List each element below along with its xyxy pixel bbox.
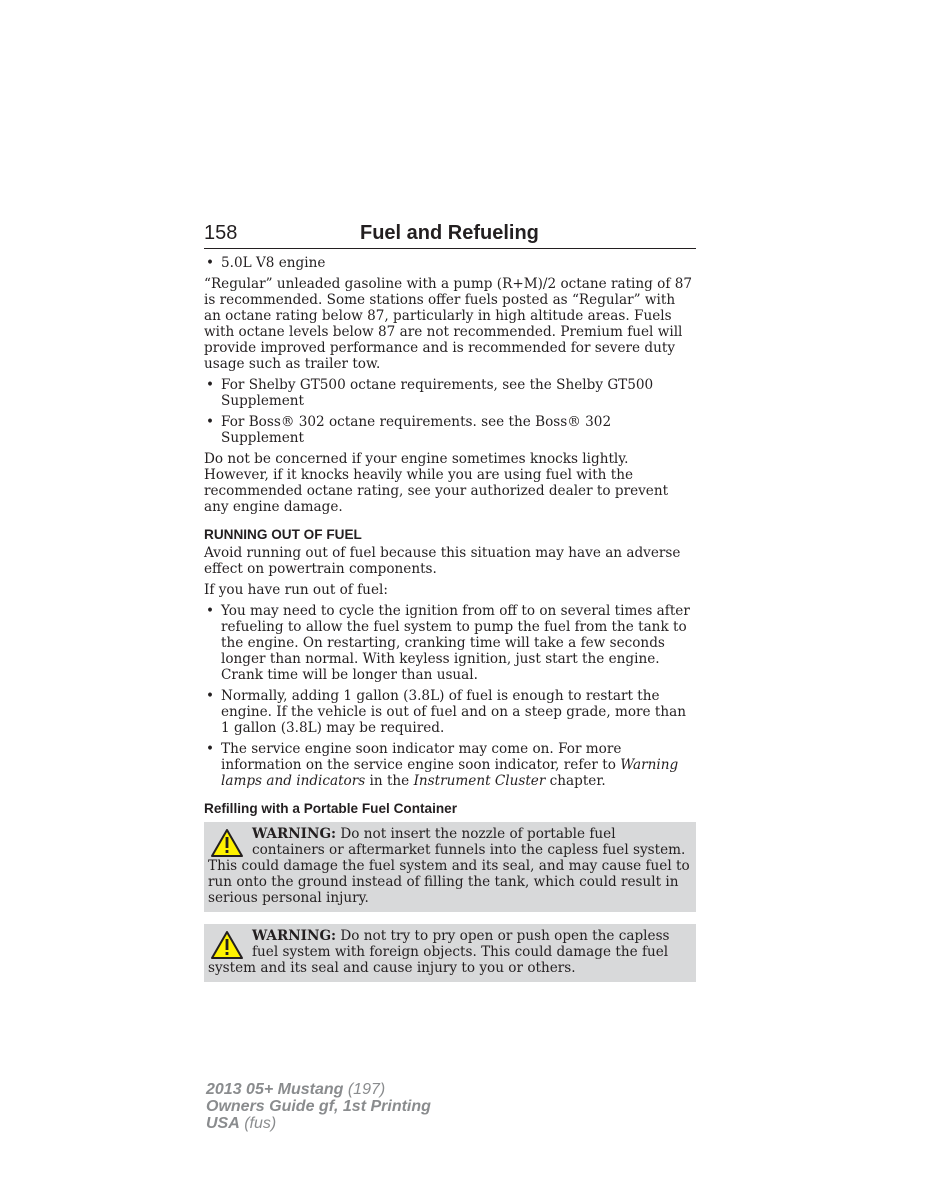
section-heading-running-out: RUNNING OUT OF FUEL: [204, 527, 362, 542]
footer-line: [206, 1098, 431, 1115]
page-number: 158: [204, 222, 238, 244]
running-out-lead: If you have run out of fuel:: [204, 582, 388, 598]
section-heading-refilling: Refilling with a Portable Fuel Container: [204, 801, 458, 816]
list-item: • For Boss® 302 octane requirements. see the Boss® 302 Supplement: [204, 414, 696, 446]
list-item: • You may need to cycle the ignition from off to on several times after refueling to allow the fuel system to pump the fuel from the tank to the engine. On restarting, cranking time will take a few seconds longer than normal. With keyless ignition, just start the engine. Crank time will be longer than usual.: [204, 603, 696, 683]
print-footer: [206, 1081, 431, 1132]
bullet-text: chapter.: [545, 773, 606, 789]
octane-supplement-list: [204, 377, 696, 446]
footer-market-code: (fus): [239, 1115, 277, 1132]
warning-label: WARNING:: [252, 928, 337, 944]
warning-text: Do not insert the nozzle of portable fuel containers or aftermarket funnels into the capless fuel system. This could damage the fuel system and its seal, and may cause fuel to run onto the ground instead of filling the tank, which could result in serious personal injury.: [208, 826, 690, 906]
engine-list: [204, 255, 696, 271]
reference-warning-lamps: Warning lamps and indicators: [221, 757, 679, 789]
warning-box: [204, 924, 696, 982]
footer-line: [206, 1115, 431, 1132]
reference-instrument-cluster: Instrument Cluster: [413, 773, 546, 789]
list-item: • Normally, adding 1 gallon (3.8L) of fuel is enough to restart the engine. If the vehicle is out of fuel and on a steep grade, more than 1 gallon (3.8L) may be required.: [204, 688, 696, 736]
page-header: [204, 222, 696, 249]
footer-line: [206, 1081, 431, 1098]
running-out-intro: Avoid running out of fuel because this situation may have an adverse effect on powertrain components.: [204, 545, 681, 577]
warning-triangle-icon: [210, 930, 244, 960]
footer-code: (197): [343, 1081, 386, 1098]
bullet-text: The service engine soon indicator may come on. For more information on the service engine soon indicator, refer to: [221, 741, 622, 773]
knock-paragraph: Do not be concerned if your engine sometimes knocks lightly. However, if it knocks heavily while you are using fuel with the recommended octane rating, see your authorized dealer to prevent any engine damage.: [204, 451, 669, 515]
warning-label: WARNING:: [252, 826, 337, 842]
footer-market: USA: [206, 1115, 240, 1132]
footer-model: 2013 05+ Mustang: [206, 1081, 344, 1098]
warning-box: [204, 822, 696, 912]
list-item: • For Shelby GT500 octane requirements, see the Shelby GT500 Supplement: [204, 377, 696, 409]
list-item: • 5.0L V8 engine: [204, 255, 696, 271]
manual-page: [204, 222, 696, 994]
page-body: [204, 255, 696, 982]
warning-triangle-icon: [210, 828, 244, 858]
list-item: [204, 741, 696, 789]
warning-text: Do not try to pry open or push open the capless fuel system with foreign objects. This could damage the fuel system and its seal and cause injury to you or others.: [208, 928, 670, 976]
footer-printing: Owners Guide gf, 1st Printing: [206, 1098, 431, 1115]
running-out-list: [204, 603, 696, 789]
bullet-text: in the: [365, 773, 414, 789]
regular-fuel-paragraph: “Regular” unleaded gasoline with a pump (R+M)/2 octane rating of 87 is recommended. Some stations offer fuels posted as “Regular” with an octane rating below 87, particularly in high altitude areas. Fuels with octane levels below 87 are not recommended. Premium fuel will provide improved performance and is recommended for severe duty usage such as trailer tow.: [204, 276, 692, 372]
chapter-title: Fuel and Refueling: [360, 222, 539, 244]
